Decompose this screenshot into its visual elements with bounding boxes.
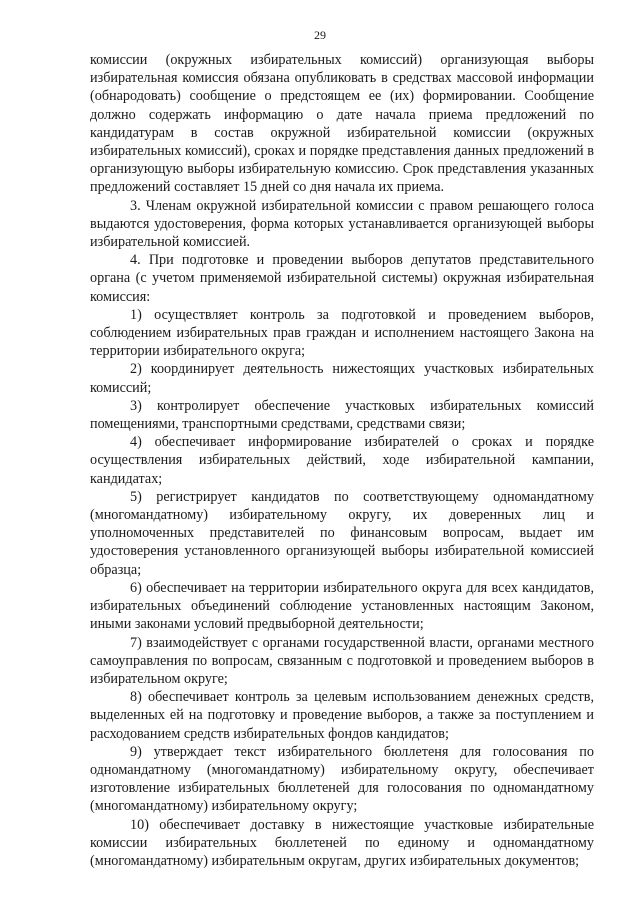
document-body xyxy=(90,51,594,870)
list-item-2: 2) координирует деятельность нижестоящих участковых избирательных комиссий; xyxy=(90,361,594,396)
list-item-9: 9) утверждает текст избирательного бюллетеня для голосования по одномандатному (многомандатному) избирательному округу, обеспечивает изготовление избирательных бюллетеней для голосования по одномандатному (многомандатному) избирательному округу; xyxy=(90,743,594,815)
list-item-3: 3) контролирует обеспечение участковых избирательных комиссий помещениями, транспортными средствами, средствами связи; xyxy=(90,397,594,433)
paragraph-clause-4: 4. При подготовке и проведении выборов депутатов представительного органа (с учетом применяемой избирательной системы) окружная избирательная комиссия: xyxy=(90,252,594,305)
list-item-4: 4) обеспечивает информирование избирателей о сроках и порядке осуществления избирательных действий, ходе избирательной кампании, кандидатах; xyxy=(90,434,594,487)
list-item-10: 10) обеспечивает доставку в нижестоящие участковые избирательные комиссии избирательных бюллетеней по единому и одномандатному (многомандатному) избирательным округам, других избирательных документов; xyxy=(90,816,594,869)
paragraph-continuation: комиссии (окружных избирательных комиссий) организующая выборы избирательная комиссия обязана опубликовать в средствах массовой информации (обнародовать) сообщение о предстоящем ее (их) формировании. Сообщение должно содержать информацию о дате начала приема предложений по кандидатурам в состав окружной избирательной комиссии (окружных избирательных комиссий), сроках и порядке представления данных предложений в организующую выборы избирательную комиссию. Срок представления указанных предложений составляет 15 дней со дня начала их приема. xyxy=(90,52,594,196)
list-item-6: 6) обеспечивает на территории избирательного округа для всех кандидатов, избирательных объединений соблюдение установленных настоящим Законом, иными законами условий предвыборной деятельности; xyxy=(90,579,594,633)
page-number: 29 xyxy=(314,28,326,42)
list-item-8: 8) обеспечивает контроль за целевым использованием денежных средств, выделенных ей на подготовку и проведение выборов, а также за поступлением и расходованием средств избирательных фондов кандидатов; xyxy=(90,689,594,742)
paragraph-clause-3: 3. Членам окружной избирательной комиссии с правом решающего голоса выдаются удостоверения, форма которых устанавливается организующей выборы избирательной комиссией. xyxy=(90,197,594,251)
list-item-5: 5) регистрирует кандидатов по соответствующему одномандатному (многомандатному) избирательному округу, их доверенных лиц и уполномоченных представителей по финансовым вопросам, выдает им удостоверения установленного организующей выборы избирательной комиссией образца; xyxy=(90,488,594,578)
list-item-7: 7) взаимодействует с органами государственной власти, органами местного самоуправления по вопросам, связанным с подготовкой и проведением выборов в избирательном округе; xyxy=(90,634,594,687)
list-item-1: 1) осуществляет контроль за подготовкой и проведением выборов, соблюдением избирательных прав граждан и исполнением настоящего Закона на территории избирательного округа; xyxy=(90,306,594,360)
